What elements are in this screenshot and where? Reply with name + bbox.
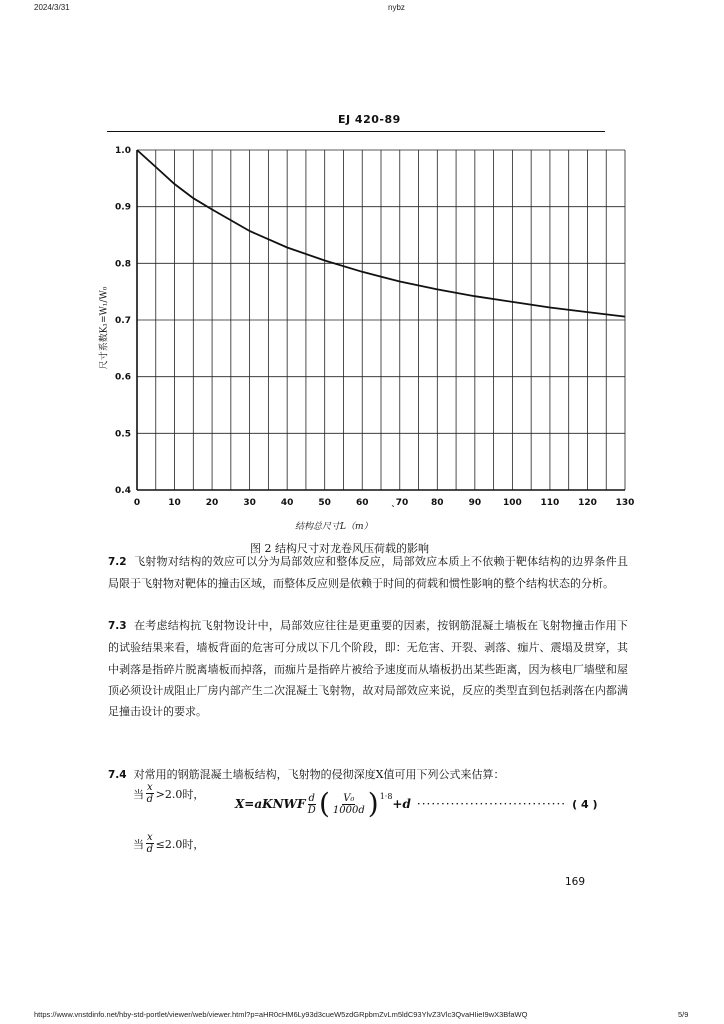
x-tick-label: 20 (205, 498, 219, 508)
x-tick-label: 60 (355, 498, 369, 508)
ratio-fraction (146, 832, 154, 855)
condition-less-equal (133, 832, 204, 855)
browser-date: 2024/3/31 (34, 3, 70, 12)
browser-title: nybz (388, 3, 405, 12)
figure-caption: 图 2 结构尺寸对龙卷风压荷载的影响 (250, 542, 429, 555)
x-tick-label: 110 (540, 498, 560, 508)
x-tick-label: 120 (578, 498, 597, 508)
right-paren: ) (367, 787, 379, 820)
paragraph-number: 7.3 (108, 620, 127, 632)
fraction-numerator: x (147, 832, 153, 843)
paragraph-number: 7.2 (108, 556, 127, 568)
condition-suffix: >2.0时， (155, 787, 205, 801)
page-number: 169 (565, 876, 586, 888)
chart-x-axis-label: 结构总尺寸L（m） (295, 522, 373, 532)
y-tick-label: 0.6 (115, 372, 131, 383)
fraction-numerator: d (308, 792, 315, 804)
browser-url: https://www.vnstdinfo.net/hby-std-portlet/viewer/web/viewer.html?p=aHR0cHM6Ly93d3cueW5zdGRpbmZvLm5ldC93YlvZ3Vlc3QvaHIieI9wX3BfaWQ (34, 1010, 528, 1019)
condition-prefix: 当 (133, 837, 144, 851)
formula-lhs: X=aKNWF (235, 797, 306, 811)
paragraph-number: 7.4 (108, 769, 127, 781)
leader-dots: ······························· (416, 797, 567, 811)
x-tick-label: 0 (133, 498, 141, 508)
x-tick-label: ˎ70 (391, 498, 409, 508)
formula-ratio (308, 793, 316, 816)
fraction-numerator: x (147, 782, 153, 793)
condition-suffix: ≤2.0时， (155, 837, 205, 851)
x-tick-label: 100 (502, 498, 522, 508)
chart-y-axis-label: 尺寸系数K₁=W₁/W₀ (99, 286, 110, 370)
ratio-fraction (146, 782, 154, 805)
x-tick-label: 90 (468, 498, 482, 508)
paragraph-text: 对常用的钢筋混凝土墙板结构，飞射物的侵彻深度X值可用下列公式来估算： (133, 768, 505, 781)
y-tick-label: 0.7 (115, 316, 131, 326)
fraction-denominator: d (146, 844, 154, 855)
condition-prefix: 当 (133, 787, 144, 801)
left-paren: ( (318, 787, 330, 820)
formula-exponent: 1·8 (379, 792, 393, 801)
formula-tail: +d (392, 797, 411, 811)
fraction-denominator: D (307, 804, 316, 816)
x-tick-label: 30 (243, 498, 256, 508)
paragraph-text: 在考虑结构抗飞射物设计中，局部效应往往是更重要的因素，按钢筋混凝土墙板在飞射物撞击作用下的试验结果来看，墙板背面的危害可分成以下几个阶段，即：无危害、开裂、剥落、痂片、震塌及贯穿，其中剥落是指碎片脱离墙板而掉落，而痂片是指碎片被给予速度而从墙板扔出某些距离，因为核电厂墙壁和屋顶必须设计成阻止厂房内部产生二次混凝土飞射物，故对局部效应来说，反应的类型直到包括剥落在内都满足撞击设计的要求。 (108, 619, 629, 719)
x-tick-label: 80 (431, 498, 444, 508)
y-tick-label: 0.5 (115, 429, 131, 440)
standard-code: EJ 420-89 (338, 113, 401, 126)
formula-inner-fraction (333, 793, 365, 816)
equation-number: ( 4 ) (572, 797, 598, 811)
x-tick-label: 10 (168, 498, 181, 508)
fraction-denominator: d (146, 794, 154, 805)
page-indicator: 5/9 (678, 1010, 689, 1019)
x-tick-label: 40 (280, 498, 294, 508)
y-tick-label: 0.9 (115, 202, 131, 213)
paragraph-7-2 (108, 551, 628, 595)
y-tick-label: 0.4 (115, 486, 131, 496)
x-tick-label: 50 (318, 498, 331, 508)
condition-greater (133, 782, 204, 805)
y-tick-label: 0.8 (115, 259, 131, 270)
fraction-numerator: V₀ (343, 792, 355, 804)
paragraph-7-3 (108, 615, 628, 722)
paragraph-text: 飞射物对结构的效应可以分为局部效应和整体反应，局部效应本质上不依赖于靶体结构的边界条件且局限于飞射物对靶体的撞击区域，而整体反应则是依赖于时间的荷载和惯性影响的整个结构状态的分析。 (108, 555, 629, 591)
y-tick-label: 1.0 (115, 146, 131, 156)
formula-4 (235, 787, 598, 820)
x-tick-label: 130 (615, 498, 635, 508)
fraction-denominator: 1000d (332, 804, 365, 816)
